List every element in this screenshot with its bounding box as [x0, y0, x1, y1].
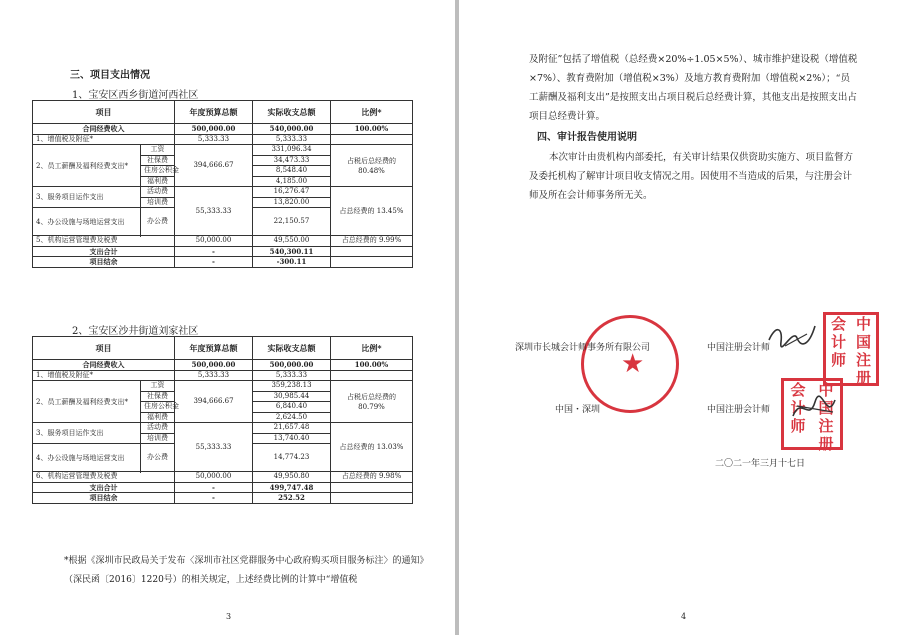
- table-cell: 55,333.33: [175, 187, 253, 236]
- table-cell: 办公费: [141, 208, 175, 236]
- table-cell: 394,666.67: [175, 145, 253, 187]
- table-cell: 占总经费的 13.45%: [331, 187, 413, 236]
- table-cell: 21,657.48: [253, 423, 331, 434]
- table-cell: -: [175, 257, 253, 268]
- usage-paragraph: 本次审计由贵机构内部委托，有关审计结果仅供资助实施方、项目监督方及委托机构了解审计项目收支情况之用。因使用不当造成的后果，与注册会计师及所在会计师事务所无关。: [529, 152, 854, 201]
- table-header-cell: 实际收支总额: [253, 101, 331, 124]
- table-cell: 13,740.40: [253, 433, 331, 444]
- table-cell: 5,333.33: [253, 370, 331, 381]
- cpa-label-1: 中国注册会计师: [707, 343, 771, 353]
- table-row: [33, 145, 413, 156]
- table-cell: 占总经费的 9.99%: [331, 236, 413, 247]
- table-cell: [331, 246, 413, 257]
- right-page: [459, 0, 900, 635]
- star-icon: ★: [621, 349, 645, 379]
- table-header-row: [33, 337, 413, 360]
- table-cell: 办公费: [141, 444, 175, 472]
- section-title-4: 四、审计报告使用说明: [537, 132, 637, 143]
- table-header-cell: 比例*: [331, 337, 413, 360]
- table-row: [33, 187, 413, 198]
- table-row: [33, 236, 413, 247]
- table-cell: 工资: [141, 381, 175, 392]
- table-cell: 3、服务项目运作支出: [33, 187, 141, 208]
- table-header-row: [33, 101, 413, 124]
- table-cell: 6、机构运营管理费及税费: [33, 472, 175, 483]
- table-cell: 2、员工薪酬及福利经费支出*: [33, 381, 141, 423]
- table-cell: 4,185.00: [253, 176, 331, 187]
- table-cell: 50,000.00: [175, 472, 253, 483]
- table-cell: 50,000.00: [175, 236, 253, 247]
- signature-1: [765, 320, 823, 352]
- table-cell: 30,985.44: [253, 391, 331, 402]
- table-cell: 福利费: [141, 412, 175, 423]
- table-cell: 5,333.33: [253, 134, 331, 145]
- table-cell: 359,238.13: [253, 381, 331, 392]
- table-cell: [331, 134, 413, 145]
- table-cell: -: [175, 246, 253, 257]
- table-cell: 14,774.23: [253, 444, 331, 472]
- table-cell: [331, 257, 413, 268]
- table-cell: 福利费: [141, 176, 175, 187]
- table-header-cell: 实际收支总额: [253, 337, 331, 360]
- table-row: [33, 472, 413, 483]
- table-cell: [331, 370, 413, 381]
- table-cell: 合同经费收入: [33, 360, 175, 371]
- table-row: [33, 381, 413, 392]
- table-cell: 500,000.00: [175, 124, 253, 135]
- table-row: [33, 370, 413, 381]
- table-cell: 社保费: [141, 391, 175, 402]
- table-cell: 住房公积金: [141, 402, 175, 413]
- table-header-cell: 项目: [33, 101, 175, 124]
- expense-table: [32, 100, 413, 268]
- table-cell: 活动费: [141, 187, 175, 198]
- table-cell: 8,548.40: [253, 166, 331, 177]
- table-cell: 支出合计: [33, 246, 175, 257]
- table-cell: 4、办公设施与场地运营支出: [33, 444, 141, 472]
- table-cell: 540,000.00: [253, 124, 331, 135]
- table-row: [33, 423, 413, 434]
- section-title: 三、项目支出情况: [70, 70, 150, 81]
- table-cell: 3、服务项目运作支出: [33, 423, 141, 444]
- table-row: [33, 360, 413, 371]
- table-header-cell: 年度预算总额: [175, 101, 253, 124]
- table-cell: 499,747.48: [253, 482, 331, 493]
- cpa-label-2: 中国注册会计师: [707, 405, 771, 415]
- table-cell: 工资: [141, 145, 175, 156]
- table-cell: 252.52: [253, 493, 331, 504]
- table-cell: 5、机构运营管理费及税费: [33, 236, 175, 247]
- cpa-seal-1: 会 中 计 国 师 注 册: [823, 312, 879, 386]
- table-row: [33, 246, 413, 257]
- table-cell: 6,840.40: [253, 402, 331, 413]
- table-cell: 49,950.80: [253, 472, 331, 483]
- table-caption: 1、宝安区西乡街道河西社区: [72, 90, 199, 101]
- table-caption: 2、宝安区沙井街道刘家社区: [72, 326, 199, 337]
- table-cell: 项目结余: [33, 257, 175, 268]
- table-cell: 2,624.50: [253, 412, 331, 423]
- table-cell: [331, 493, 413, 504]
- page-number-right: 4: [681, 612, 687, 621]
- table-cell: 5,333.33: [175, 134, 253, 145]
- table-cell: 34,473.33: [253, 155, 331, 166]
- table-row: [33, 257, 413, 268]
- table-cell: 2、员工薪酬及福利经费支出*: [33, 145, 141, 187]
- footnote: *根据《深圳市民政局关于发布〈深圳市社区党群服务中心政府购买项目服务标注〉的通知》（深民函〔2016〕1220号）的相关规定，上述经费比例的计算中“增值税: [64, 556, 429, 585]
- table-cell: 55,333.33: [175, 423, 253, 472]
- table-row: [33, 482, 413, 493]
- table-cell: 500,000.00: [253, 360, 331, 371]
- table-row: [33, 124, 413, 135]
- table-cell: 540,300.11: [253, 246, 331, 257]
- signature-2: [789, 392, 841, 426]
- table-cell: 占税后总经费的80.79%: [331, 381, 413, 423]
- table-cell: 100.00%: [331, 124, 413, 135]
- table-cell: 占总经费的 13.03%: [331, 423, 413, 472]
- table-cell: 1、增值税及附征*: [33, 370, 175, 381]
- firm-seal: [581, 315, 679, 413]
- table-cell: 13,820.00: [253, 197, 331, 208]
- table-header-cell: 项目: [33, 337, 175, 360]
- table-cell: 占总经费的 9.98%: [331, 472, 413, 483]
- table-cell: 占税后总经费的80.48%: [331, 145, 413, 187]
- table-cell: 活动费: [141, 423, 175, 434]
- table-cell: [331, 482, 413, 493]
- table-cell: 社保费: [141, 155, 175, 166]
- table-cell: 项目结余: [33, 493, 175, 504]
- table-cell: 5,333.33: [175, 370, 253, 381]
- table-header-cell: 比例*: [331, 101, 413, 124]
- table-cell: 500,000.00: [175, 360, 253, 371]
- table-cell: -300.11: [253, 257, 331, 268]
- table-cell: 培训费: [141, 197, 175, 208]
- table-cell: 394,666.67: [175, 381, 253, 423]
- table-cell: 331,096.34: [253, 145, 331, 156]
- table-cell: 合同经费收入: [33, 124, 175, 135]
- table-cell: -: [175, 482, 253, 493]
- table-cell: 住房公积金: [141, 166, 175, 177]
- cpa-seal-2: 会 中 计 国 师 注 册: [781, 378, 843, 450]
- expense-table: [32, 336, 413, 504]
- continuation-text: 及附征”包括了增值税（总经费×20%÷1.05×5%）、城市维护建设税（增值税×7%）、教育费附加（增值税×3%）及地方教育费附加（增值税×2%）；“员工薪酬及福利支出”是按照支出占项目税后总经费计算，其他支出是按照支出占项目总经费计算。: [529, 54, 858, 122]
- table-header-cell: 年度预算总额: [175, 337, 253, 360]
- table-cell: 22,150.57: [253, 208, 331, 236]
- firm-location: 中国・深圳: [555, 405, 601, 415]
- report-date: 二〇二一年三月十七日: [715, 459, 806, 469]
- table-cell: 支出合计: [33, 482, 175, 493]
- firm-name: 深圳市长城会计师事务所有限公司: [515, 343, 651, 353]
- page-number: 3: [226, 612, 232, 621]
- table-cell: 16,276.47: [253, 187, 331, 198]
- table-row: [33, 493, 413, 504]
- table-cell: 49,550.00: [253, 236, 331, 247]
- table-cell: 100.00%: [331, 360, 413, 371]
- table-cell: -: [175, 493, 253, 504]
- table-cell: 4、办公设施与场地运营支出: [33, 208, 141, 236]
- table-cell: 1、增值税及附征*: [33, 134, 175, 145]
- table-cell: 培训费: [141, 433, 175, 444]
- table-row: [33, 134, 413, 145]
